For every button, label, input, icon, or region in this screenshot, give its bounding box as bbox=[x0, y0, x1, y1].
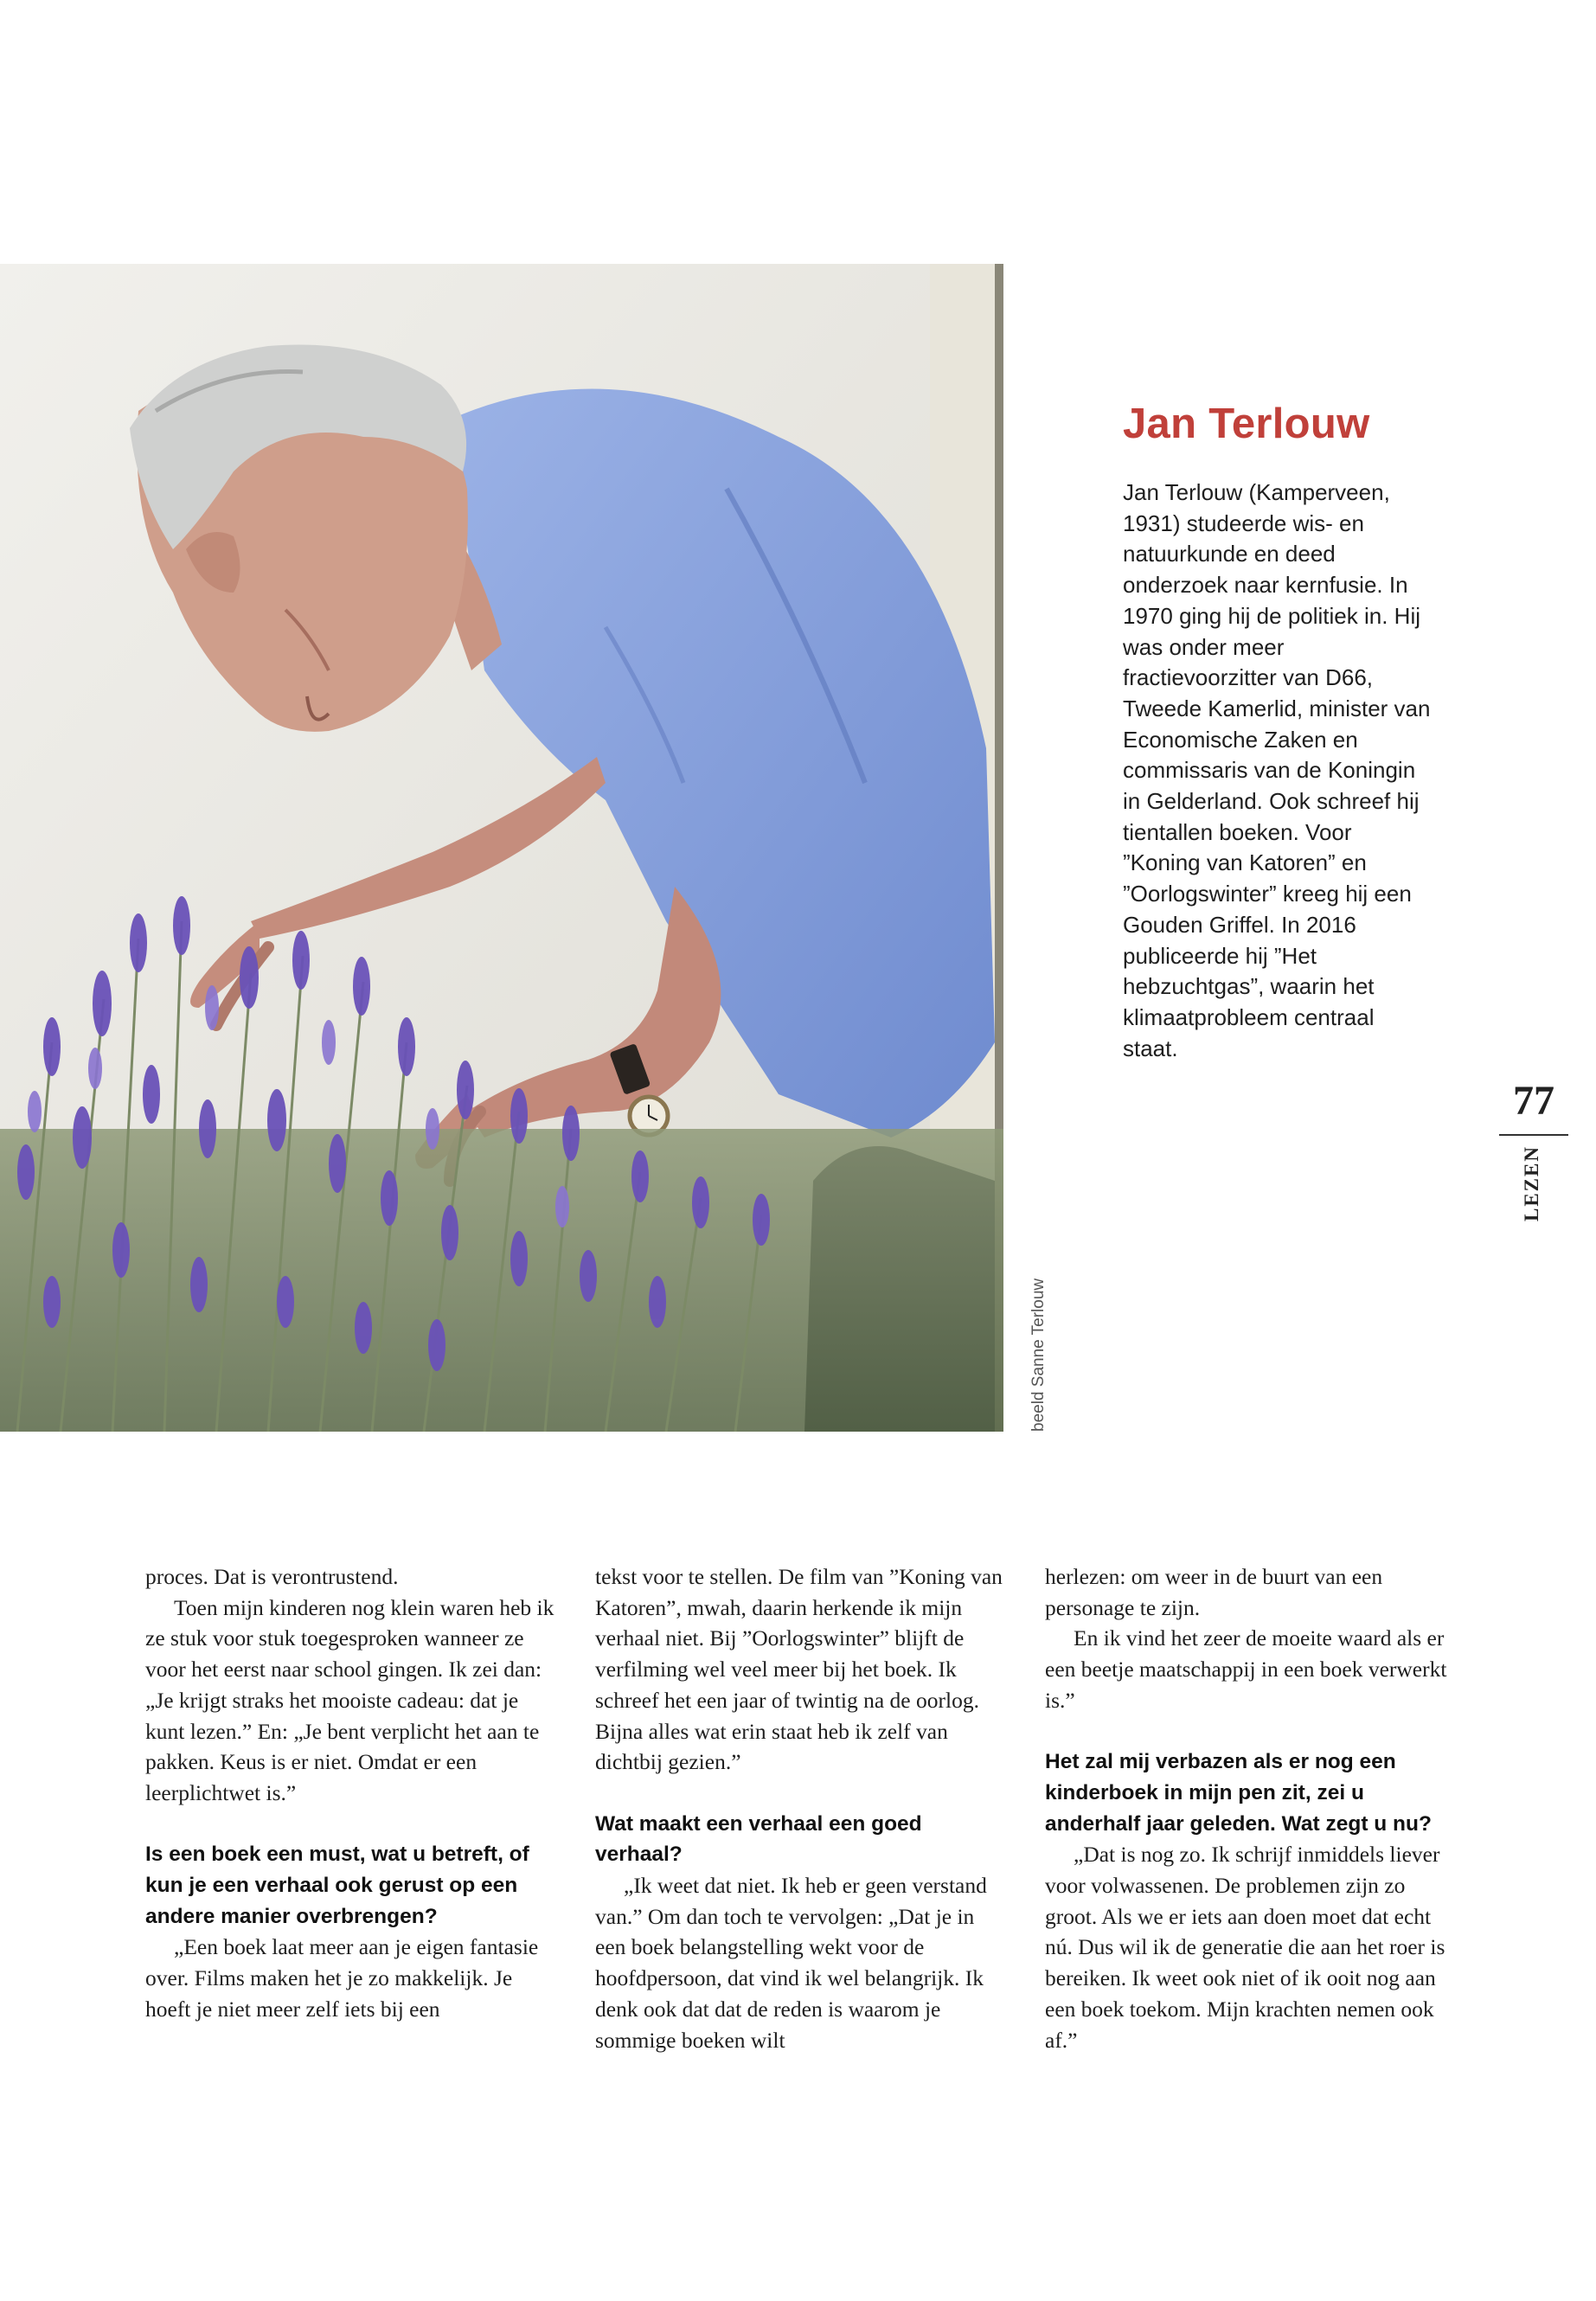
portrait-photo bbox=[0, 264, 1003, 1432]
bio-text: Jan Terlouw (Kamperveen, 1931) studeerde wis- en natuurkunde en deed onderzoek naar kernfusie. In 1970 ging hij de politiek in. Hij was onder meer fractievoorzitter van D66, Tweede Kamerlid, minister van Economische Zaken en commissaris van de Koningin in Gelderland. Ook schreef hij tientallen boeken. Voor ”Koning van Katoren” en ”Oorlogswinter” kreeg hij een Gouden Griffel. In 2016 publiceerde hij ”Het hebzuchtgas”, waarin het klimaatprobleem centraal staat. bbox=[1123, 479, 1431, 1061]
interview-question: Het zal mij verbazen als er nog een kinderboek in mijn pen zit, zei u anderhalf jaar geleden. Wat zegt u nu? bbox=[1045, 1750, 1432, 1836]
page-number: 77 bbox=[1513, 1078, 1554, 1124]
paragraph: tekst voor te stellen. De film van ”Koning van Katoren”, mwah, daarin herkende ik mijn verhaal niet. Bij ”Oorlogswinter” blijft de verfilming wel veel meer bij het boek. Ik schreef het een jaar of twintig na de oorlog. Bijna alles wat erin staat heb ik zelf van dichtbij gezien.” bbox=[595, 1564, 1003, 1775]
paragraph: Toen mijn kinderen nog klein waren heb ik ze stuk voor stuk toegesproken wanneer ze voor het eerst naar school gingen. Ik zei dan: „Je krijgt straks het mooiste cadeau: dat je kunt lezen.” En: „Je bent verplicht het aan te pakken. Keus is er niet. Omdat er een leerplichtwet is.” bbox=[145, 1594, 554, 1805]
paragraph: „Dat is nog zo. Ik schrijf inmiddels liever voor volwassenen. De problemen zijn zo groot. Als we er iets aan doen moet dat echt nú. Dus wil ik de generatie die aan het roer is bereiken. Ik weet ook niet of ik ooit nog aan een boek toekom. Mijn krachten nemen ook af.” bbox=[1045, 1842, 1445, 2053]
bio-title: Jan Terlouw bbox=[1123, 401, 1370, 447]
article-column-3 bbox=[1045, 1561, 1458, 2055]
interview-question: Wat maakt een verhaal een goed verhaal? bbox=[595, 1811, 922, 1867]
paragraph: „Een boek laat meer aan je eigen fantasie over. Films maken het je zo makkelijk. Je hoeft je niet meer zelf iets bij een bbox=[145, 1934, 539, 2022]
photo-illustration bbox=[0, 264, 1003, 1432]
article-column-2 bbox=[595, 1561, 1009, 2055]
paragraph: proces. Dat is verontrustend. bbox=[145, 1564, 399, 1589]
article-column-1 bbox=[145, 1561, 559, 2025]
paragraph: En ik vind het zeer de moeite waard als er een beetje maatschappij in een boek verwerkt is.” bbox=[1045, 1625, 1447, 1713]
photo-credit: beeld Sanne Terlouw bbox=[1029, 1278, 1048, 1432]
paragraph: „Ik weet dat niet. Ik heb er geen verstand van.” Om dan toch te vervolgen: „Dat je in een boek belangstelling wekt voor de hoofdpersoon, dat vind ik wel belangrijk. Ik denk ook dat dat de reden is waarom je sommige boeken wilt bbox=[595, 1873, 987, 2053]
section-label: LEZEN bbox=[1521, 1145, 1542, 1221]
interview-question: Is een boek een must, wat u betreft, of kun je een verhaal ook gerust op een andere manier overbrengen? bbox=[145, 1843, 529, 1928]
paragraph: herlezen: om weer in de buurt van een personage te zijn. bbox=[1045, 1564, 1383, 1620]
folio-divider bbox=[1499, 1134, 1568, 1136]
